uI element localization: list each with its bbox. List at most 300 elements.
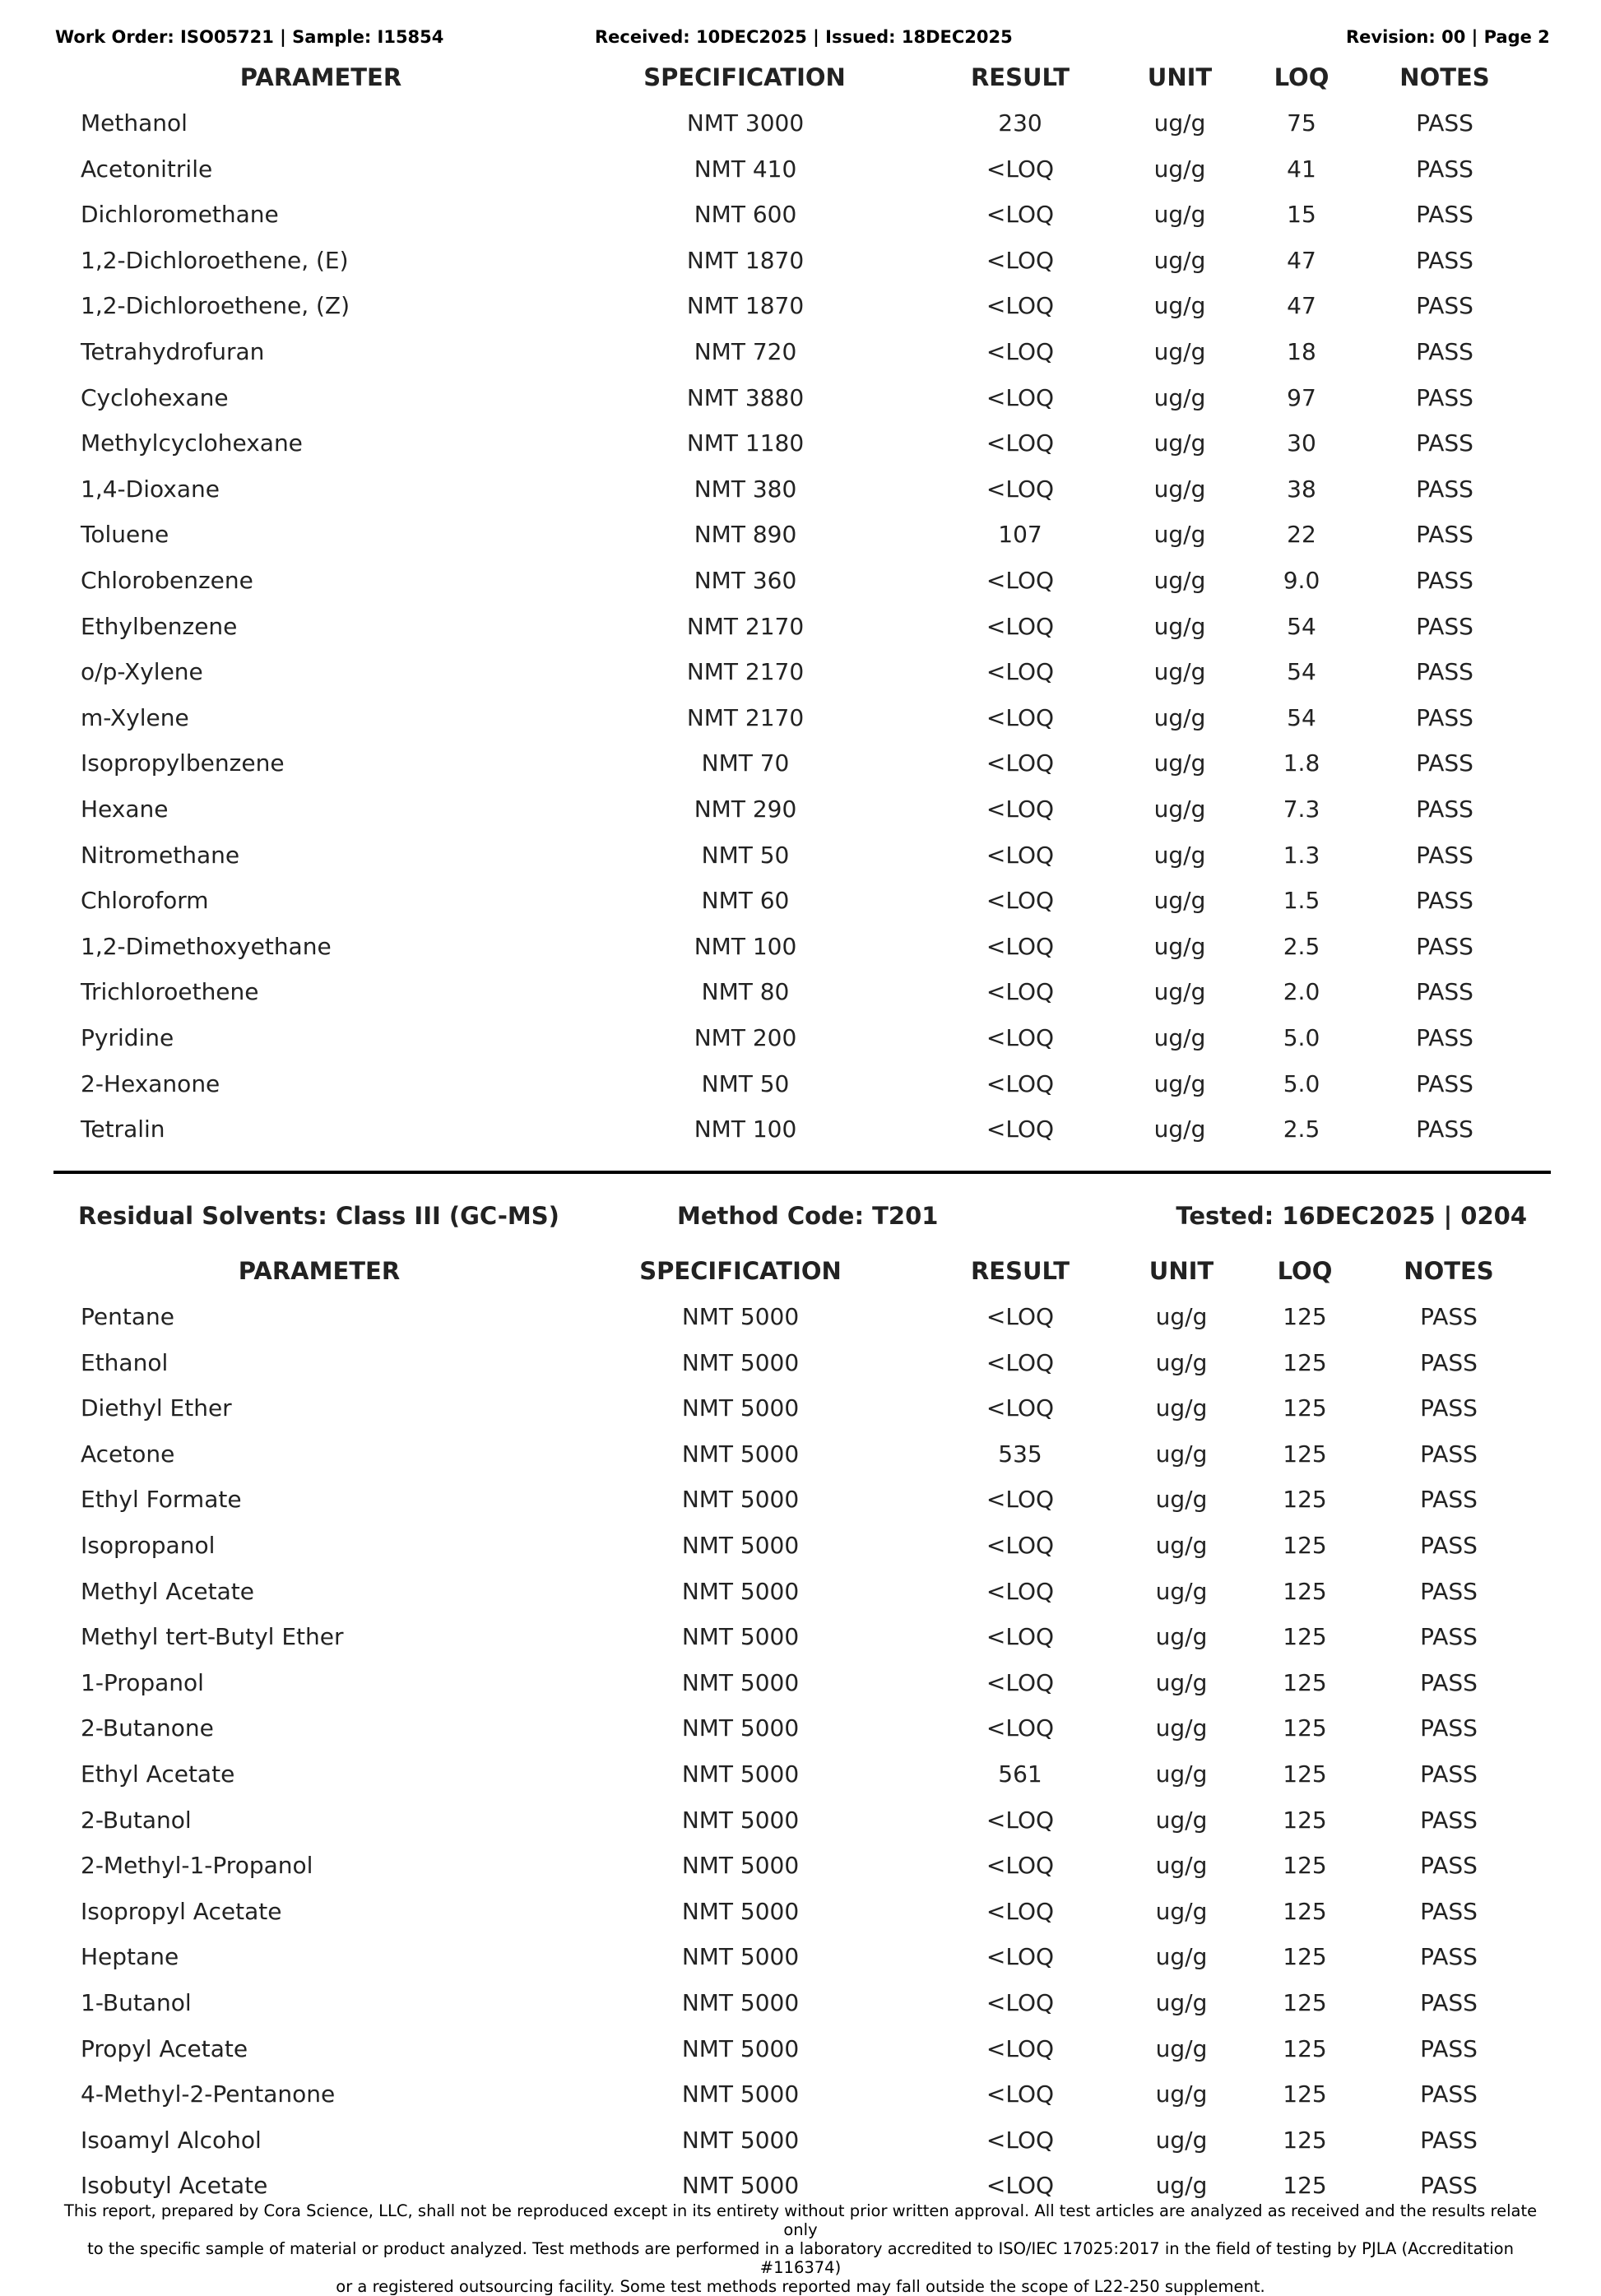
cell-notes: PASS — [1416, 567, 1473, 594]
cell-parameter: 2-Hexanone — [81, 1069, 220, 1097]
cell-result: <LOQ — [986, 749, 1055, 777]
cell-loq: 125 — [1283, 1303, 1327, 1330]
cell-unit: ug/g — [1155, 1989, 1208, 2016]
cell-result: <LOQ — [986, 246, 1055, 274]
table-row — [0, 884, 1601, 917]
cell-result: <LOQ — [986, 1348, 1055, 1376]
cell-specification: NMT 360 — [694, 567, 797, 594]
table-row — [0, 198, 1601, 231]
cell-specification: NMT 2170 — [686, 703, 805, 731]
cell-loq: 125 — [1283, 1852, 1327, 1880]
cell-unit: ug/g — [1153, 246, 1206, 274]
cell-loq: 125 — [1283, 2172, 1327, 2200]
cell-loq: 38 — [1287, 475, 1316, 503]
cell-specification: NMT 5000 — [681, 1760, 800, 1788]
cell-unit: ug/g — [1153, 383, 1206, 411]
cell-loq: 125 — [1283, 2126, 1327, 2154]
cell-loq: 18 — [1287, 338, 1316, 365]
cell-notes: PASS — [1420, 1943, 1478, 1971]
table-row — [0, 107, 1601, 140]
cell-unit: ug/g — [1155, 1897, 1208, 1925]
cell-result: <LOQ — [986, 795, 1055, 823]
table-row — [0, 1667, 1601, 1700]
col-header-result: RESULT — [970, 1257, 1070, 1285]
col-header-result: RESULT — [970, 63, 1070, 91]
cell-result: <LOQ — [986, 338, 1055, 365]
cell-result: <LOQ — [986, 1714, 1055, 1742]
cell-notes: PASS — [1416, 475, 1473, 503]
cell-specification: NMT 5000 — [681, 1532, 800, 1559]
cell-notes: PASS — [1420, 1303, 1478, 1330]
cell-parameter: Chloroform — [81, 887, 209, 915]
cell-notes: PASS — [1416, 1069, 1473, 1097]
cell-notes: PASS — [1416, 201, 1473, 229]
cell-unit: ug/g — [1155, 1486, 1208, 1514]
cell-unit: ug/g — [1153, 109, 1206, 137]
cell-notes: PASS — [1420, 1623, 1478, 1651]
cell-parameter: Cyclohexane — [81, 383, 229, 411]
cell-specification: NMT 5000 — [681, 1486, 800, 1514]
cell-notes: PASS — [1416, 338, 1473, 365]
cell-parameter: Isoamyl Alcohol — [81, 2126, 262, 2154]
cell-loq: 125 — [1283, 1806, 1327, 1834]
table-row — [0, 1941, 1601, 1974]
cell-loq: 125 — [1283, 2080, 1327, 2108]
cell-notes: PASS — [1420, 1668, 1478, 1696]
section-divider — [53, 1171, 1551, 1174]
cell-loq: 125 — [1283, 1760, 1327, 1788]
cell-result: <LOQ — [986, 1806, 1055, 1834]
cell-specification: NMT 290 — [694, 795, 797, 823]
cell-parameter: 2-Butanone — [81, 1714, 214, 1742]
cell-specification: NMT 3880 — [686, 383, 805, 411]
cell-specification: NMT 5000 — [681, 1577, 800, 1605]
cell-specification: NMT 5000 — [681, 1714, 800, 1742]
cell-result: 535 — [998, 1440, 1042, 1468]
cell-unit: ug/g — [1155, 1806, 1208, 1834]
table-row — [0, 930, 1601, 963]
cell-loq: 2.0 — [1283, 978, 1320, 1006]
cell-specification: NMT 2170 — [686, 612, 805, 640]
cell-loq: 97 — [1287, 383, 1316, 411]
cell-notes: PASS — [1420, 1486, 1478, 1514]
cell-specification: NMT 5000 — [681, 2034, 800, 2062]
cell-unit: ug/g — [1153, 1069, 1206, 1097]
cell-parameter: Tetrahydrofuran — [81, 338, 265, 365]
cell-parameter: 2-Methyl-1-Propanol — [81, 1852, 313, 1880]
cell-unit: ug/g — [1155, 2034, 1208, 2062]
cell-unit: ug/g — [1153, 749, 1206, 777]
cell-specification: NMT 5000 — [681, 1440, 800, 1468]
cell-loq: 125 — [1283, 1532, 1327, 1559]
cell-specification: NMT 5000 — [681, 1668, 800, 1696]
cell-specification: NMT 5000 — [681, 2126, 800, 2154]
cell-specification: NMT 5000 — [681, 1943, 800, 1971]
cell-unit: ug/g — [1153, 155, 1206, 183]
cell-loq: 125 — [1283, 1577, 1327, 1605]
cell-loq: 2.5 — [1283, 1116, 1320, 1143]
cell-notes: PASS — [1416, 1116, 1473, 1143]
col-header-unit: UNIT — [1147, 63, 1213, 91]
cell-specification: NMT 200 — [694, 1024, 797, 1051]
cell-notes: PASS — [1416, 292, 1473, 320]
col-header-loq: LOQ — [1277, 1257, 1333, 1285]
cell-parameter: Isopropylbenzene — [81, 749, 285, 777]
cell-result: <LOQ — [986, 932, 1055, 960]
cell-loq: 125 — [1283, 1623, 1327, 1651]
col-header-notes: NOTES — [1404, 1257, 1494, 1285]
cell-parameter: o/p-Xylene — [81, 658, 203, 686]
cell-result: <LOQ — [986, 383, 1055, 411]
cell-parameter: Diethyl Ether — [81, 1394, 232, 1422]
table-row — [0, 2078, 1601, 2111]
cell-specification: NMT 100 — [694, 1116, 797, 1143]
cell-unit: ug/g — [1153, 201, 1206, 229]
cell-unit: ug/g — [1155, 1623, 1208, 1651]
cell-notes: PASS — [1420, 1852, 1478, 1880]
cell-notes: PASS — [1416, 246, 1473, 274]
cell-specification: NMT 5000 — [681, 1806, 800, 1834]
cell-unit: ug/g — [1153, 521, 1206, 549]
cell-specification: NMT 5000 — [681, 1623, 800, 1651]
cell-parameter: Hexane — [81, 795, 169, 823]
table-row — [0, 1301, 1601, 1334]
cell-parameter: 2-Butanol — [81, 1806, 192, 1834]
cell-result: <LOQ — [986, 567, 1055, 594]
cell-parameter: Chlorobenzene — [81, 567, 253, 594]
cell-loq: 125 — [1283, 1486, 1327, 1514]
cell-notes: PASS — [1420, 1348, 1478, 1376]
cell-result: <LOQ — [986, 1024, 1055, 1051]
cell-loq: 30 — [1287, 429, 1316, 457]
cell-unit: ug/g — [1155, 1532, 1208, 1559]
cell-parameter: Methylcyclohexane — [81, 429, 303, 457]
cell-specification: NMT 410 — [694, 155, 797, 183]
cell-loq: 1.8 — [1283, 749, 1320, 777]
cell-parameter: Methyl tert-Butyl Ether — [81, 1623, 344, 1651]
tested-date: Tested: 16DEC2025 | 0204 — [1176, 1202, 1527, 1230]
cell-unit: ug/g — [1153, 612, 1206, 640]
section-title: Residual Solvents: Class III (GC-MS) — [78, 1202, 559, 1230]
table-row — [0, 656, 1601, 689]
cell-notes: PASS — [1416, 841, 1473, 869]
table-row — [0, 2124, 1601, 2157]
cell-parameter: Toluene — [81, 521, 169, 549]
cell-loq: 125 — [1283, 1897, 1327, 1925]
cell-result: <LOQ — [986, 1668, 1055, 1696]
cell-specification: NMT 5000 — [681, 1394, 800, 1422]
table-row — [0, 564, 1601, 597]
cell-loq: 125 — [1283, 2034, 1327, 2062]
cell-notes: PASS — [1416, 383, 1473, 411]
cell-parameter: Trichloroethene — [81, 978, 259, 1006]
cell-loq: 5.0 — [1283, 1024, 1320, 1051]
cell-notes: PASS — [1420, 2034, 1478, 2062]
cell-result: <LOQ — [986, 155, 1055, 183]
cell-parameter: Dichloromethane — [81, 201, 279, 229]
revision-page: Revision: 00 | Page 2 — [1346, 27, 1550, 47]
cell-unit: ug/g — [1153, 1024, 1206, 1051]
cell-parameter: Ethanol — [81, 1348, 169, 1376]
cell-result: <LOQ — [986, 1303, 1055, 1330]
cell-loq: 47 — [1287, 292, 1316, 320]
cell-result: <LOQ — [986, 1623, 1055, 1651]
cell-loq: 1.5 — [1283, 887, 1320, 915]
table-row — [0, 793, 1601, 826]
col-header-parameter: PARAMETER — [238, 1257, 401, 1285]
cell-unit: ug/g — [1155, 1303, 1208, 1330]
cell-unit: ug/g — [1155, 1394, 1208, 1422]
cell-loq: 54 — [1287, 658, 1316, 686]
cell-result: <LOQ — [986, 475, 1055, 503]
cell-loq: 125 — [1283, 1348, 1327, 1376]
cell-specification: NMT 70 — [701, 749, 790, 777]
table-row — [0, 153, 1601, 186]
cell-specification: NMT 3000 — [686, 109, 805, 137]
table-row — [0, 427, 1601, 460]
cell-unit: ug/g — [1153, 932, 1206, 960]
col-header-loq: LOQ — [1274, 63, 1330, 91]
table-row — [0, 1804, 1601, 1837]
cell-result: <LOQ — [986, 429, 1055, 457]
cell-result: <LOQ — [986, 2126, 1055, 2154]
table-row — [0, 1438, 1601, 1471]
footer-line: to the specific sample of material or product analyzed. Test methods are performed in a laboratory accredited to ISO/IEC 17025:2017 in the field of testing by PJLA (Accreditation #116374) — [87, 2239, 1514, 2277]
cell-unit: ug/g — [1155, 1440, 1208, 1468]
cell-parameter: 1,2-Dichloroethene, (E) — [81, 246, 349, 274]
cell-notes: PASS — [1420, 1440, 1478, 1468]
cell-result: <LOQ — [986, 612, 1055, 640]
cell-notes: PASS — [1420, 1532, 1478, 1559]
cell-specification: NMT 600 — [694, 201, 797, 229]
cell-notes: PASS — [1416, 978, 1473, 1006]
cell-specification: NMT 50 — [701, 841, 790, 869]
method-code: Method Code: T201 — [677, 1202, 939, 1230]
cell-result: 230 — [998, 109, 1042, 137]
cell-parameter: Ethyl Acetate — [81, 1760, 235, 1788]
cell-specification: NMT 1870 — [686, 292, 805, 320]
table-row — [0, 382, 1601, 415]
table-row — [0, 336, 1601, 369]
cell-unit: ug/g — [1153, 292, 1206, 320]
cell-result: <LOQ — [986, 1943, 1055, 1971]
cell-unit: ug/g — [1153, 795, 1206, 823]
cell-notes: PASS — [1416, 429, 1473, 457]
cell-specification: NMT 5000 — [681, 1852, 800, 1880]
cell-result: <LOQ — [986, 1486, 1055, 1514]
cell-parameter: Ethyl Formate — [81, 1486, 242, 1514]
cell-result: <LOQ — [986, 658, 1055, 686]
footer-line: or a registered outsourcing facility. Some test methods reported may fall outside the scope of L22-250 supplement. — [336, 2277, 1265, 2296]
cell-specification: NMT 5000 — [681, 1303, 800, 1330]
cell-parameter: Propyl Acetate — [81, 2034, 248, 2062]
table-row — [0, 1392, 1601, 1425]
cell-notes: PASS — [1420, 2172, 1478, 2200]
cell-result: <LOQ — [986, 1989, 1055, 2016]
cell-loq: 1.3 — [1283, 841, 1320, 869]
cell-notes: PASS — [1416, 521, 1473, 549]
cell-parameter: Isobutyl Acetate — [81, 2172, 268, 2200]
cell-parameter: 1,4-Dioxane — [81, 475, 220, 503]
cell-result: <LOQ — [986, 978, 1055, 1006]
cell-unit: ug/g — [1155, 1714, 1208, 1742]
work-order-sample: Work Order: ISO05721 | Sample: I15854 — [55, 27, 444, 47]
cell-loq: 75 — [1287, 109, 1316, 137]
cell-specification: NMT 1180 — [686, 429, 805, 457]
cell-unit: ug/g — [1155, 1348, 1208, 1376]
table-row — [0, 1987, 1601, 2020]
cell-parameter: 1,2-Dichloroethene, (Z) — [81, 292, 350, 320]
cell-loq: 22 — [1287, 521, 1316, 549]
cell-parameter: 4-Methyl-2-Pentanone — [81, 2080, 336, 2108]
cell-unit: ug/g — [1153, 841, 1206, 869]
cell-loq: 125 — [1283, 1668, 1327, 1696]
cell-unit: ug/g — [1155, 1760, 1208, 1788]
cell-unit: ug/g — [1153, 703, 1206, 731]
table-row — [0, 1113, 1601, 1146]
cell-loq: 15 — [1287, 201, 1316, 229]
cell-notes: PASS — [1420, 1714, 1478, 1742]
cell-unit: ug/g — [1153, 978, 1206, 1006]
cell-notes: PASS — [1420, 2080, 1478, 2108]
cell-notes: PASS — [1416, 703, 1473, 731]
table-row — [0, 1483, 1601, 1516]
cell-notes: PASS — [1420, 1760, 1478, 1788]
cell-specification: NMT 890 — [694, 521, 797, 549]
table-row — [0, 473, 1601, 506]
cell-parameter: Isopropyl Acetate — [81, 1897, 282, 1925]
cell-unit: ug/g — [1153, 338, 1206, 365]
cell-result: <LOQ — [986, 1577, 1055, 1605]
cell-loq: 54 — [1287, 703, 1316, 731]
table-row — [0, 1068, 1601, 1101]
table-row — [0, 747, 1601, 780]
received-issued-dates: Received: 10DEC2025 | Issued: 18DEC2025 — [595, 27, 1013, 47]
cell-result: <LOQ — [986, 1116, 1055, 1143]
cell-loq: 125 — [1283, 1394, 1327, 1422]
cell-parameter: Acetone — [81, 1440, 175, 1468]
cell-result: <LOQ — [986, 2172, 1055, 2200]
col-header-specification: SPECIFICATION — [643, 63, 846, 91]
cell-loq: 5.0 — [1283, 1069, 1320, 1097]
table-row — [0, 976, 1601, 1009]
cell-specification: NMT 2170 — [686, 658, 805, 686]
cell-parameter: Acetonitrile — [81, 155, 213, 183]
cell-loq: 125 — [1283, 1714, 1327, 1742]
cell-parameter: Pentane — [81, 1303, 174, 1330]
cell-result: <LOQ — [986, 292, 1055, 320]
footer-line: This report, prepared by Cora Science, LLC, shall not be reproduced except in its entirety without prior written approval. All test articles are analyzed as received and the results relate only — [63, 2201, 1538, 2239]
cell-parameter: Tetralin — [81, 1116, 165, 1143]
cell-loq: 125 — [1283, 1989, 1327, 2016]
cell-notes: PASS — [1416, 749, 1473, 777]
table-row — [0, 702, 1601, 735]
cell-notes: PASS — [1416, 109, 1473, 137]
cell-parameter: Isopropanol — [81, 1532, 216, 1559]
cell-result: <LOQ — [986, 887, 1055, 915]
cell-unit: ug/g — [1155, 2126, 1208, 2154]
table-row — [0, 1529, 1601, 1562]
cell-specification: NMT 100 — [694, 932, 797, 960]
cell-result: <LOQ — [986, 2034, 1055, 2062]
cell-notes: PASS — [1416, 795, 1473, 823]
cell-loq: 54 — [1287, 612, 1316, 640]
cell-unit: ug/g — [1153, 658, 1206, 686]
table-row — [0, 1621, 1601, 1654]
table-row — [0, 244, 1601, 277]
cell-result: <LOQ — [986, 1532, 1055, 1559]
cell-parameter: Ethylbenzene — [81, 612, 238, 640]
table-row — [0, 839, 1601, 872]
table-row — [0, 1347, 1601, 1380]
cell-parameter: 1-Propanol — [81, 1668, 204, 1696]
footer-disclaimer — [49, 2201, 1552, 2296]
cell-unit: ug/g — [1155, 1852, 1208, 1880]
cell-loq: 2.5 — [1283, 932, 1320, 960]
table-row — [0, 1758, 1601, 1791]
cell-unit: ug/g — [1153, 887, 1206, 915]
cell-result: 107 — [998, 521, 1042, 549]
cell-parameter: Pyridine — [81, 1024, 174, 1051]
cell-notes: PASS — [1416, 1024, 1473, 1051]
cell-notes: PASS — [1416, 887, 1473, 915]
col-header-unit: UNIT — [1149, 1257, 1214, 1285]
cell-notes: PASS — [1420, 1806, 1478, 1834]
cell-specification: NMT 720 — [694, 338, 797, 365]
col-header-parameter: PARAMETER — [239, 63, 402, 91]
cell-parameter: 1,2-Dimethoxyethane — [81, 932, 332, 960]
cell-unit: ug/g — [1155, 1577, 1208, 1605]
cell-result: <LOQ — [986, 1394, 1055, 1422]
cell-parameter: Nitromethane — [81, 841, 240, 869]
cell-unit: ug/g — [1153, 1116, 1206, 1143]
col-header-notes: NOTES — [1399, 63, 1490, 91]
cell-loq: 47 — [1287, 246, 1316, 274]
cell-unit: ug/g — [1153, 567, 1206, 594]
table-row — [0, 518, 1601, 551]
cell-parameter: Methanol — [81, 109, 188, 137]
cell-unit: ug/g — [1155, 2172, 1208, 2200]
cell-loq: 41 — [1287, 155, 1316, 183]
cell-result: <LOQ — [986, 1852, 1055, 1880]
cell-loq: 7.3 — [1283, 795, 1320, 823]
cell-result: <LOQ — [986, 201, 1055, 229]
cell-parameter: Methyl Acetate — [81, 1577, 254, 1605]
cell-unit: ug/g — [1155, 1943, 1208, 1971]
cell-notes: PASS — [1420, 1989, 1478, 2016]
cell-notes: PASS — [1420, 1394, 1478, 1422]
table-row — [0, 1895, 1601, 1928]
cell-parameter: 1-Butanol — [81, 1989, 192, 2016]
cell-loq: 125 — [1283, 1440, 1327, 1468]
col-header-specification: SPECIFICATION — [639, 1257, 842, 1285]
cell-specification: NMT 5000 — [681, 1897, 800, 1925]
table-row — [0, 2169, 1601, 2202]
cell-result: <LOQ — [986, 841, 1055, 869]
cell-unit: ug/g — [1153, 429, 1206, 457]
table-row — [0, 610, 1601, 643]
cell-parameter: Heptane — [81, 1943, 179, 1971]
cell-result: <LOQ — [986, 1897, 1055, 1925]
table-row — [0, 1849, 1601, 1882]
cell-specification: NMT 50 — [701, 1069, 790, 1097]
cell-specification: NMT 5000 — [681, 1348, 800, 1376]
cell-loq: 9.0 — [1283, 567, 1320, 594]
cell-specification: NMT 80 — [701, 978, 790, 1006]
cell-result: <LOQ — [986, 703, 1055, 731]
cell-result: <LOQ — [986, 2080, 1055, 2108]
table-row — [0, 290, 1601, 322]
